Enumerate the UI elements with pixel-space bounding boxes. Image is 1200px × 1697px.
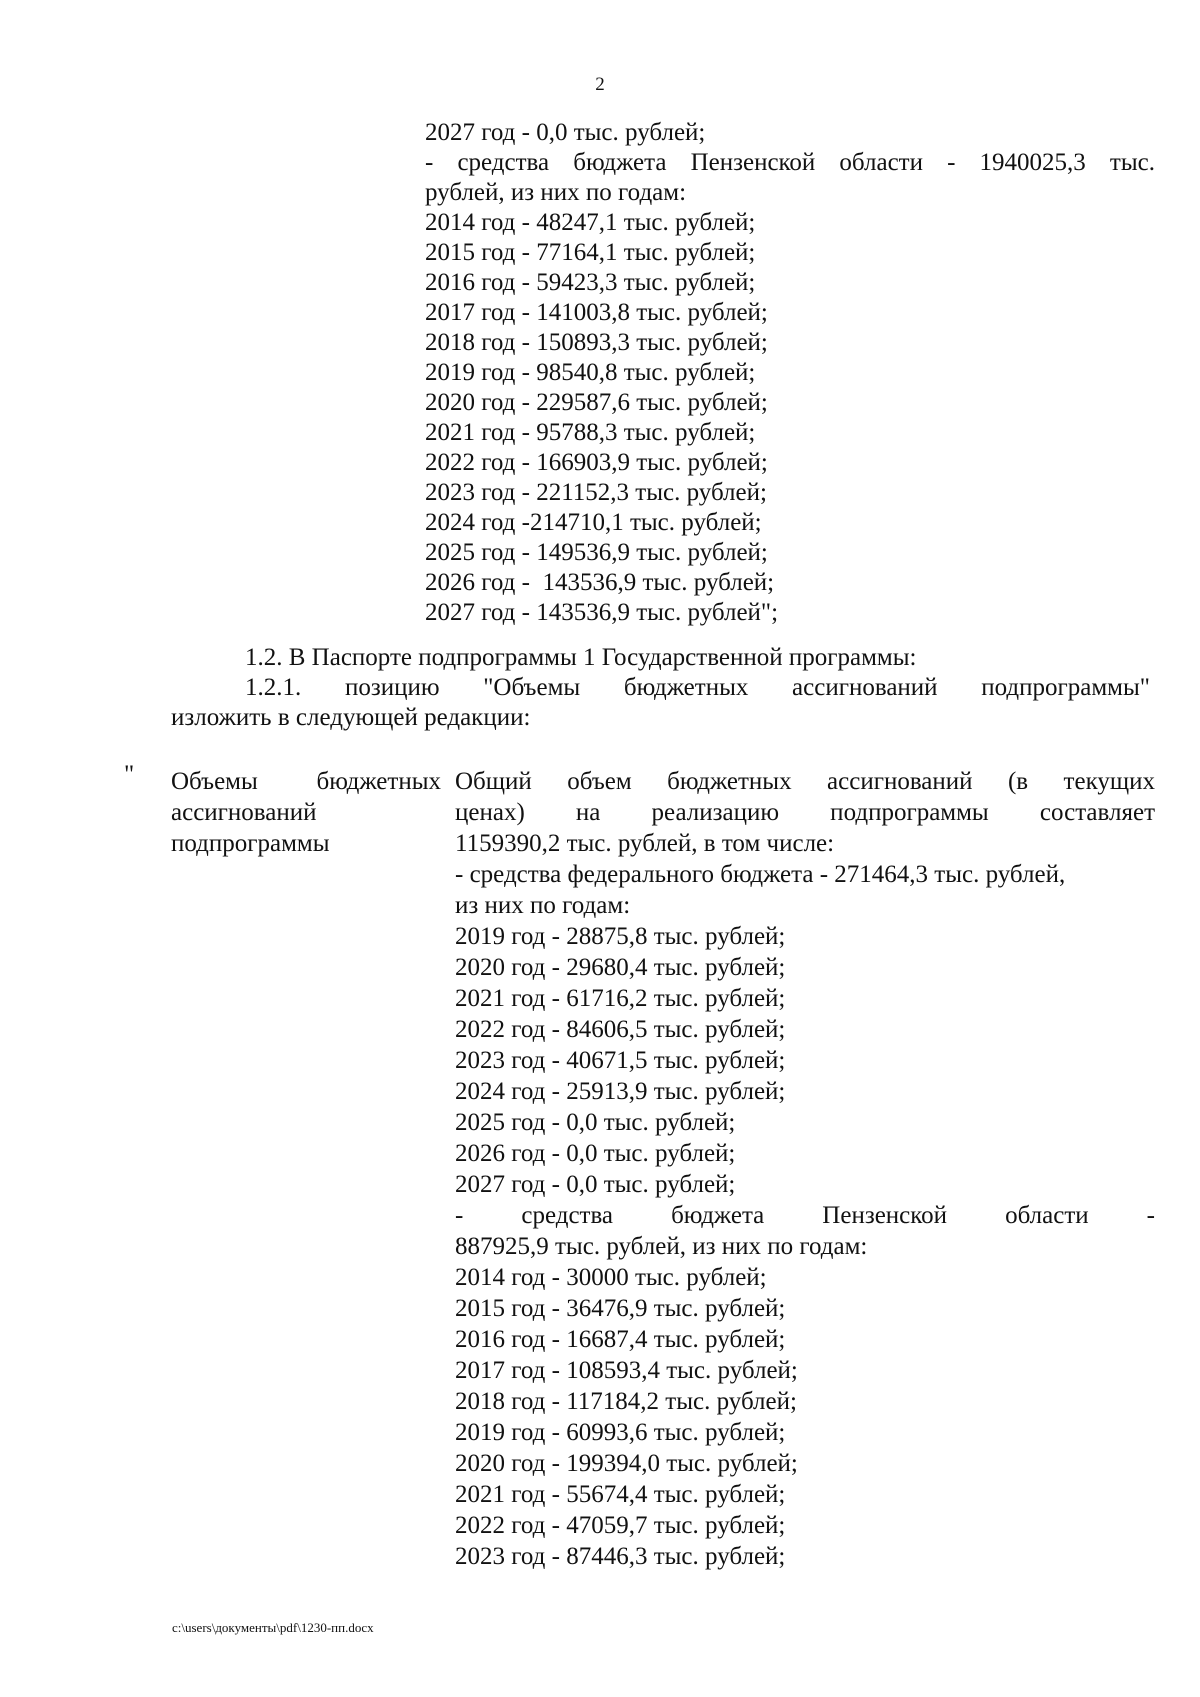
text-line: 2026 год - 143536,9 тыс. рублей;: [425, 569, 775, 596]
paragraph-1-2-1: 1.2.1. позицию "Объемы бюджетных ассигнований подпрограммы": [245, 674, 1150, 701]
text-line: 2024 год -214710,1 тыс. рублей;: [425, 509, 762, 536]
right-cell-line: - средства бюджета Пензенской области -: [455, 1202, 1155, 1229]
text-line: рублей, из них по годам:: [425, 179, 687, 206]
right-cell-line: 887925,9 тыс. рублей, из них по годам:: [455, 1233, 868, 1260]
text-line: 2023 год - 221152,3 тыс. рублей;: [425, 479, 767, 506]
left-cell-line: подпрограммы: [171, 830, 330, 857]
right-cell-line: 2016 год - 16687,4 тыс. рублей;: [455, 1326, 786, 1353]
right-cell-line: 2023 год - 40671,5 тыс. рублей;: [455, 1047, 786, 1074]
right-cell-line: 2014 год - 30000 тыс. рублей;: [455, 1264, 767, 1291]
text-line: 2027 год - 0,0 тыс. рублей;: [425, 119, 706, 146]
right-cell-line: 2018 год - 117184,2 тыс. рублей;: [455, 1388, 797, 1415]
text-line: 2014 год - 48247,1 тыс. рублей;: [425, 209, 756, 236]
paragraph-continuation: изложить в следующей редакции:: [171, 704, 531, 731]
right-cell-line: 2021 год - 55674,4 тыс. рублей;: [455, 1481, 786, 1508]
right-cell-line: 2022 год - 84606,5 тыс. рублей;: [455, 1016, 786, 1043]
left-cell-line: ассигнований: [171, 799, 317, 826]
text-line: 2021 год - 95788,3 тыс. рублей;: [425, 419, 756, 446]
left-cell-line: Объемы бюджетных: [171, 768, 441, 795]
text-line: 2019 год - 98540,8 тыс. рублей;: [425, 359, 756, 386]
right-cell-line: 2025 год - 0,0 тыс. рублей;: [455, 1109, 736, 1136]
right-cell-line: - средства федерального бюджета - 271464,3 тыс. рублей,: [455, 861, 1066, 888]
text-line: 2017 год - 141003,8 тыс. рублей;: [425, 299, 768, 326]
right-cell-line: 2023 год - 87446,3 тыс. рублей;: [455, 1543, 786, 1570]
right-cell-line: 2017 год - 108593,4 тыс. рублей;: [455, 1357, 798, 1384]
text-line: 2027 год - 143536,9 тыс. рублей";: [425, 599, 779, 626]
table-right-cell: [455, 766, 1155, 1572]
right-cell-line: 2027 год - 0,0 тыс. рублей;: [455, 1171, 736, 1198]
right-cell-line: 1159390,2 тыс. рублей, в том числе:: [455, 830, 835, 857]
right-cell-line: 2021 год - 61716,2 тыс. рублей;: [455, 985, 786, 1012]
text-line: 2015 год - 77164,1 тыс. рублей;: [425, 239, 756, 266]
text-line: 2020 год - 229587,6 тыс. рублей;: [425, 389, 768, 416]
right-cell-line: 2015 год - 36476,9 тыс. рублей;: [455, 1295, 786, 1322]
right-cell-line: 2019 год - 60993,6 тыс. рублей;: [455, 1419, 786, 1446]
right-cell-line: 2020 год - 29680,4 тыс. рублей;: [455, 954, 786, 981]
right-cell-line: 2026 год - 0,0 тыс. рублей;: [455, 1140, 736, 1167]
text-line: - средства бюджета Пензенской области - 1940025,3 тыс.: [425, 149, 1155, 176]
right-cell-line: 2022 год - 47059,7 тыс. рублей;: [455, 1512, 786, 1539]
right-cell-line: из них по годам:: [455, 892, 631, 919]
text-line: 2016 год - 59423,3 тыс. рублей;: [425, 269, 756, 296]
page-number: 2: [595, 74, 605, 95]
opening-quote: ": [124, 761, 135, 788]
right-cell-line: Общий объем бюджетных ассигнований (в текущих: [455, 768, 1155, 795]
text-line: 2025 год - 149536,9 тыс. рублей;: [425, 539, 768, 566]
top-budget-list: [425, 118, 1155, 628]
paragraph-1-2: 1.2. В Паспорте подпрограммы 1 Государственной программы:: [245, 644, 917, 671]
table-left-cell: [171, 766, 441, 859]
text-line: 2018 год - 150893,3 тыс. рублей;: [425, 329, 768, 356]
right-cell-line: 2020 год - 199394,0 тыс. рублей;: [455, 1450, 798, 1477]
right-cell-line: ценах) на реализацию подпрограммы составляет: [455, 799, 1155, 826]
right-cell-line: 2019 год - 28875,8 тыс. рублей;: [455, 923, 786, 950]
file-path-footer: c:\users\документы\pdf\1230-пп.docx: [172, 1620, 374, 1635]
right-cell-line: 2024 год - 25913,9 тыс. рублей;: [455, 1078, 786, 1105]
text-line: 2022 год - 166903,9 тыс. рублей;: [425, 449, 768, 476]
